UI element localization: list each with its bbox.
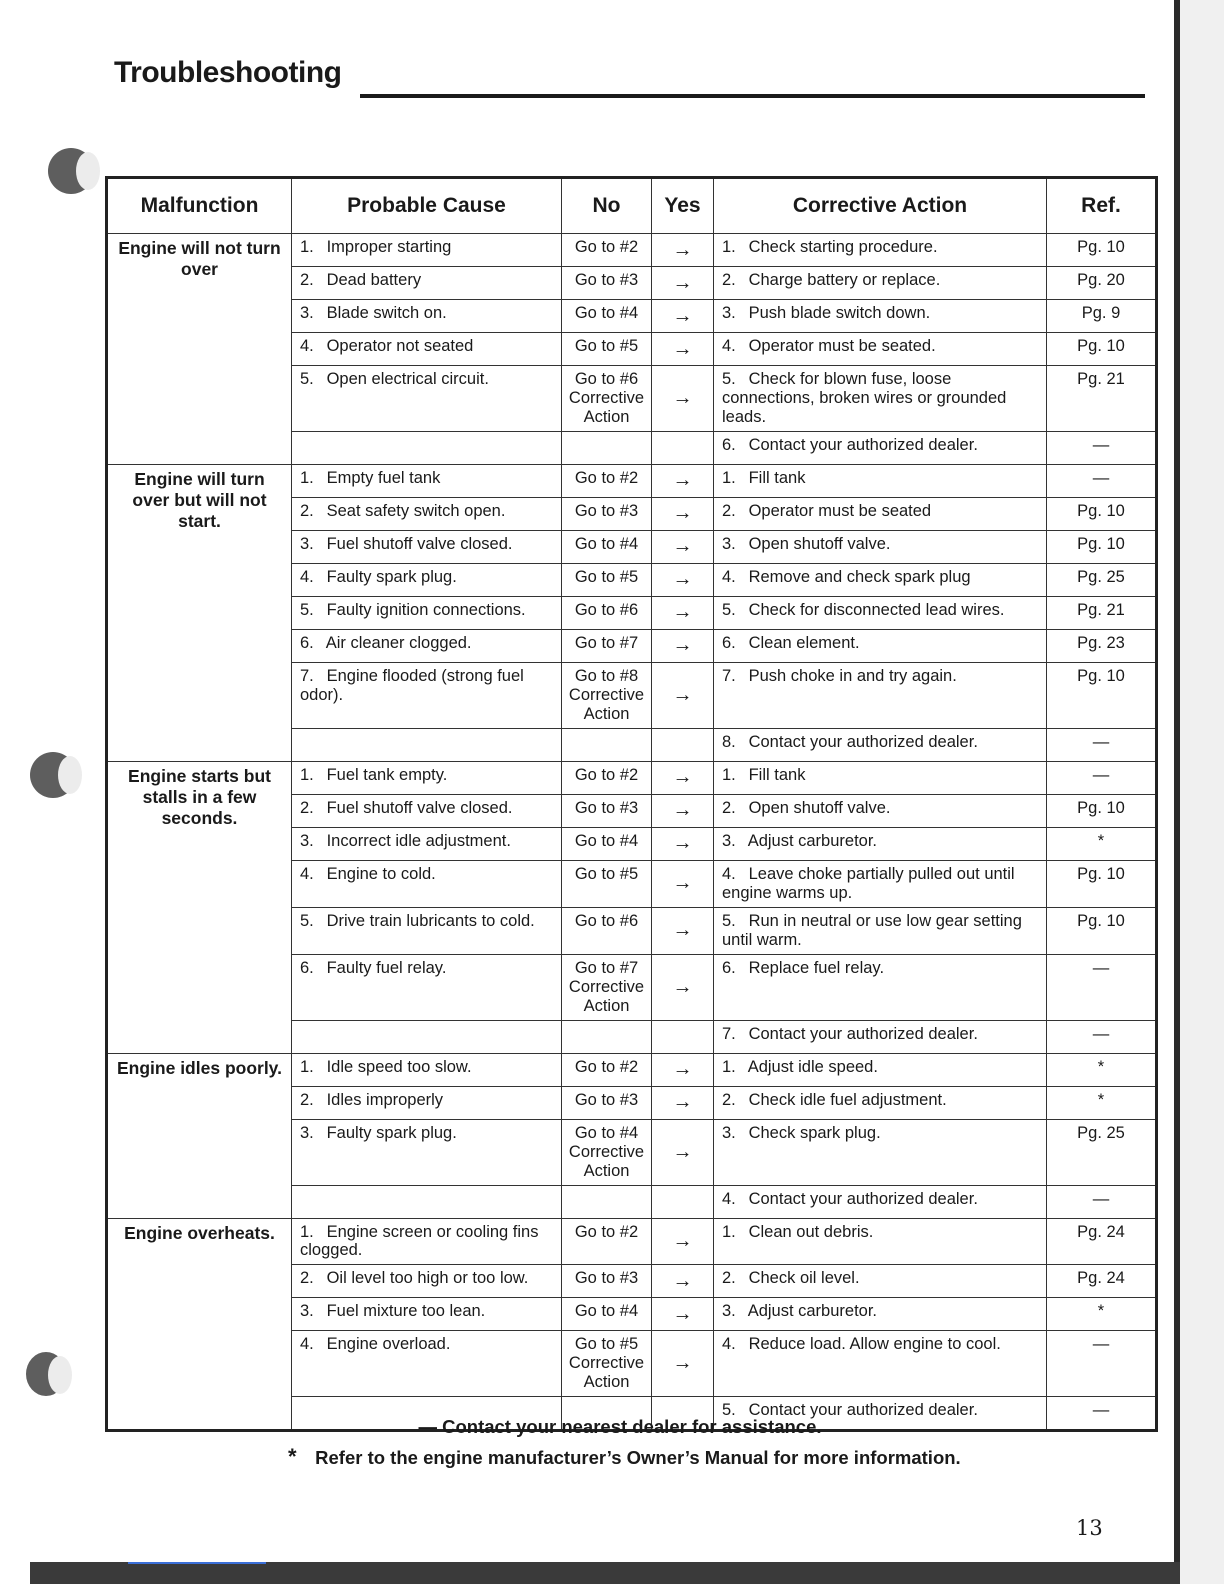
yes-arrow-icon: → xyxy=(652,366,714,432)
reference-cell: — xyxy=(1047,464,1157,497)
probable-cause-cell xyxy=(292,1053,562,1086)
action-number: 3. xyxy=(722,1123,736,1142)
cause-number: 5. xyxy=(300,911,314,930)
yes-arrow-icon: → xyxy=(652,497,714,530)
action-text: Check for blown fuse, loose connections, broken wires or grounded leads. xyxy=(722,370,1007,426)
corrective-action-cell xyxy=(714,1020,1047,1053)
probable-cause-cell xyxy=(292,728,562,761)
cause-text: Blade switch on. xyxy=(326,304,447,322)
action-number: 6. xyxy=(722,958,736,977)
reference-cell: Pg. 21 xyxy=(1047,596,1157,629)
yes-arrow-icon: → xyxy=(652,662,714,728)
action-number: 2. xyxy=(722,798,736,817)
action-number: 3. xyxy=(722,534,736,553)
action-number: 1. xyxy=(722,238,736,256)
action-text: Contact your authorized dealer. xyxy=(748,1189,978,1208)
cause-text: Open electrical circuit. xyxy=(326,370,489,388)
probable-cause-cell xyxy=(292,1218,562,1265)
page-title: Troubleshooting xyxy=(114,56,342,89)
yes-arrow-icon: → xyxy=(652,629,714,662)
action-number: 4. xyxy=(722,1189,736,1208)
footnotes xyxy=(260,1416,980,1470)
no-cell: Go to #4 xyxy=(562,1298,652,1331)
title-underline xyxy=(360,94,1145,98)
action-number: 4. xyxy=(722,1335,736,1354)
action-number: 2. xyxy=(722,1090,736,1109)
cause-text: Empty fuel tank xyxy=(326,468,441,487)
action-text: Check for disconnected lead wires. xyxy=(748,600,1005,619)
action-text: Operator must be seated. xyxy=(748,337,936,355)
probable-cause-cell xyxy=(292,954,562,1020)
probable-cause-cell xyxy=(292,907,562,954)
action-text: Open shutoff valve. xyxy=(748,534,891,553)
probable-cause-cell xyxy=(292,366,562,432)
reference-cell: Pg. 10 xyxy=(1047,530,1157,563)
reference-cell: — xyxy=(1047,1397,1157,1431)
corrective-action-cell xyxy=(714,1218,1047,1265)
binder-hole-bottom xyxy=(26,1352,66,1396)
probable-cause-cell xyxy=(292,431,562,464)
no-cell: Go to #3 xyxy=(562,1265,652,1298)
corrective-action-cell xyxy=(714,662,1047,728)
yes-arrow-icon: → xyxy=(652,267,714,300)
no-cell: Go to #8 Corrective Action xyxy=(562,662,652,728)
table-row xyxy=(107,1053,1157,1086)
reference-cell: Pg. 10 xyxy=(1047,860,1157,907)
action-number: 2. xyxy=(722,501,736,520)
corrective-action-cell xyxy=(714,497,1047,530)
cause-number: 1. xyxy=(300,468,314,487)
cause-number: 2. xyxy=(300,271,314,289)
troubleshooting-table-container xyxy=(105,176,1155,1432)
action-number: 7. xyxy=(722,666,736,685)
yes-arrow-icon: → xyxy=(652,827,714,860)
malfunction-cell: Engine idles poorly. xyxy=(107,1053,292,1218)
action-number: 3. xyxy=(722,831,736,850)
footnote-dash xyxy=(260,1416,980,1438)
action-text: Contact your authorized dealer. xyxy=(748,732,978,751)
probable-cause-cell xyxy=(292,300,562,333)
no-cell: Go to #4 xyxy=(562,300,652,333)
probable-cause-cell xyxy=(292,761,562,794)
action-text: Open shutoff valve. xyxy=(748,798,891,817)
no-cell xyxy=(562,431,652,464)
reference-cell: Pg. 25 xyxy=(1047,563,1157,596)
footnote-star-text: Refer to the engine manufacturer’s Owner’s Manual for more information. xyxy=(315,1447,961,1468)
reference-cell: Pg. 23 xyxy=(1047,629,1157,662)
action-number: 5. xyxy=(722,600,736,619)
probable-cause-cell xyxy=(292,1185,562,1218)
cause-text: Engine flooded (strong fuel odor). xyxy=(300,666,524,704)
cause-text: Fuel shutoff valve closed. xyxy=(326,798,513,817)
cause-text: Seat safety switch open. xyxy=(326,501,506,520)
yes-arrow-icon xyxy=(652,431,714,464)
reference-cell: — xyxy=(1047,1331,1157,1397)
action-text: Clean element. xyxy=(748,633,860,652)
probable-cause-cell xyxy=(292,596,562,629)
corrective-action-cell xyxy=(714,1119,1047,1185)
malfunction-cell: Engine will not turn over xyxy=(107,234,292,465)
yes-arrow-icon: → xyxy=(652,563,714,596)
probable-cause-cell xyxy=(292,860,562,907)
corrective-action-cell xyxy=(714,333,1047,366)
cause-text: Incorrect idle adjustment. xyxy=(326,831,511,850)
action-text: Check idle fuel adjustment. xyxy=(748,1090,947,1109)
cause-number: 5. xyxy=(300,370,314,388)
no-cell: Go to #2 xyxy=(562,464,652,497)
corrective-action-cell xyxy=(714,761,1047,794)
cause-text: Engine to cold. xyxy=(326,864,436,883)
probable-cause-cell xyxy=(292,794,562,827)
yes-arrow-icon: → xyxy=(652,1265,714,1298)
no-cell: Go to #5 xyxy=(562,333,652,366)
cause-number: 3. xyxy=(300,1123,314,1142)
action-text: Check starting procedure. xyxy=(748,238,938,256)
yes-arrow-icon: → xyxy=(652,234,714,267)
probable-cause-cell xyxy=(292,827,562,860)
yes-arrow-icon: → xyxy=(652,333,714,366)
no-cell: Go to #6 xyxy=(562,907,652,954)
corrective-action-cell xyxy=(714,860,1047,907)
no-cell: Go to #7 Corrective Action xyxy=(562,954,652,1020)
action-number: 8. xyxy=(722,732,736,751)
yes-arrow-icon: → xyxy=(652,954,714,1020)
no-cell: Go to #2 xyxy=(562,1218,652,1265)
corrective-action-cell xyxy=(714,827,1047,860)
corrective-action-cell xyxy=(714,1185,1047,1218)
action-text: Operator must be seated xyxy=(748,501,932,520)
header-malfunction: Malfunction xyxy=(107,178,292,234)
corrective-action-cell xyxy=(714,907,1047,954)
corrective-action-cell xyxy=(714,1086,1047,1119)
troubleshooting-table xyxy=(105,176,1158,1432)
action-text: Adjust carburetor. xyxy=(747,1302,878,1321)
probable-cause-cell xyxy=(292,530,562,563)
action-text: Push choke in and try again. xyxy=(748,666,957,685)
corrective-action-cell xyxy=(714,794,1047,827)
reference-cell: — xyxy=(1047,431,1157,464)
corrective-action-cell xyxy=(714,1265,1047,1298)
action-number: 1. xyxy=(722,468,736,487)
corrective-action-cell xyxy=(714,1053,1047,1086)
cause-number: 7. xyxy=(300,666,314,685)
corrective-action-cell xyxy=(714,954,1047,1020)
reference-cell: Pg. 10 xyxy=(1047,333,1157,366)
table-body xyxy=(107,234,1157,1431)
corrective-action-cell xyxy=(714,300,1047,333)
corrective-action-cell xyxy=(714,267,1047,300)
action-text: Remove and check spark plug xyxy=(748,567,971,586)
cause-number: 3. xyxy=(300,534,314,553)
header-probable-cause: Probable Cause xyxy=(292,178,562,234)
cause-text: Idles improperly xyxy=(326,1090,444,1109)
yes-arrow-icon: → xyxy=(652,1331,714,1397)
cause-text: Fuel shutoff valve closed. xyxy=(326,534,513,553)
yes-arrow-icon: → xyxy=(652,860,714,907)
action-number: 4. xyxy=(722,567,736,586)
no-cell: Go to #5 Corrective Action xyxy=(562,1331,652,1397)
action-number: 3. xyxy=(722,1302,736,1321)
probable-cause-cell xyxy=(292,234,562,267)
yes-arrow-icon: → xyxy=(652,1086,714,1119)
reference-cell: * xyxy=(1047,1298,1157,1331)
action-text: Leave choke partially pulled out until engine warms up. xyxy=(722,864,1015,902)
action-number: 6. xyxy=(722,633,736,652)
cause-number: 3. xyxy=(300,1302,314,1321)
cause-text: Engine screen or cooling fins clogged. xyxy=(300,1222,539,1260)
action-number: 6. xyxy=(722,435,736,454)
binder-hole-middle xyxy=(30,752,76,798)
action-number: 1. xyxy=(722,1057,736,1076)
reference-cell: — xyxy=(1047,761,1157,794)
cause-number: 1. xyxy=(300,1057,314,1076)
probable-cause-cell xyxy=(292,662,562,728)
malfunction-cell: Engine starts but stalls in a few seconds. xyxy=(107,761,292,1053)
cause-text: Fuel tank empty. xyxy=(326,765,448,784)
action-text: Check oil level. xyxy=(748,1269,860,1288)
corrective-action-cell xyxy=(714,431,1047,464)
reference-cell: — xyxy=(1047,954,1157,1020)
probable-cause-cell xyxy=(292,1265,562,1298)
header-corrective-action: Corrective Action xyxy=(714,178,1047,234)
no-cell: Go to #4 Corrective Action xyxy=(562,1119,652,1185)
no-cell xyxy=(562,1185,652,1218)
cause-text: Drive train lubricants to cold. xyxy=(326,911,535,930)
footnote-dash-symbol: — xyxy=(418,1416,437,1437)
cause-number: 6. xyxy=(300,633,314,652)
cause-number: 2. xyxy=(300,1090,314,1109)
page-number: 13 xyxy=(1076,1516,1103,1540)
cause-text: Air cleaner clogged. xyxy=(325,633,472,652)
yes-arrow-icon: → xyxy=(652,464,714,497)
reference-cell: Pg. 10 xyxy=(1047,662,1157,728)
no-cell: Go to #6 xyxy=(562,596,652,629)
corrective-action-cell xyxy=(714,1298,1047,1331)
action-text: Adjust idle speed. xyxy=(747,1057,878,1076)
reference-cell: Pg. 24 xyxy=(1047,1265,1157,1298)
reference-cell: * xyxy=(1047,1053,1157,1086)
probable-cause-cell xyxy=(292,1086,562,1119)
footnote-star-symbol: * xyxy=(288,1444,297,1469)
corrective-action-cell xyxy=(714,530,1047,563)
cause-number: 4. xyxy=(300,567,314,586)
no-cell xyxy=(562,728,652,761)
reference-cell: Pg. 21 xyxy=(1047,366,1157,432)
reference-cell: Pg. 10 xyxy=(1047,234,1157,267)
cause-number: 3. xyxy=(300,304,314,322)
action-text: Charge battery or replace. xyxy=(748,271,941,289)
cause-number: 6. xyxy=(300,958,314,977)
cause-number: 1. xyxy=(300,238,314,256)
malfunction-cell: Engine overheats. xyxy=(107,1218,292,1431)
footnote-dash-text: Contact your nearest dealer for assistance. xyxy=(442,1416,822,1437)
reference-cell: * xyxy=(1047,1086,1157,1119)
action-text: Reduce load. Allow engine to cool. xyxy=(748,1335,1001,1354)
corrective-action-cell xyxy=(714,464,1047,497)
reference-cell: Pg. 20 xyxy=(1047,267,1157,300)
table-row xyxy=(107,234,1157,267)
cause-number: 2. xyxy=(300,798,314,817)
action-text: Check spark plug. xyxy=(748,1123,881,1142)
action-number: 1. xyxy=(722,1222,736,1241)
yes-arrow-icon xyxy=(652,728,714,761)
no-cell: Go to #2 xyxy=(562,234,652,267)
reference-cell: Pg. 24 xyxy=(1047,1218,1157,1265)
cause-text: Engine overload. xyxy=(326,1335,451,1354)
yes-arrow-icon: → xyxy=(652,761,714,794)
probable-cause-cell xyxy=(292,629,562,662)
action-text: Run in neutral or use low gear setting until warm. xyxy=(722,911,1022,949)
page-bottom-shadow xyxy=(30,1562,1180,1584)
reference-cell: — xyxy=(1047,1185,1157,1218)
cause-text: Oil level too high or too low. xyxy=(326,1269,529,1288)
no-cell: Go to #7 xyxy=(562,629,652,662)
action-text: Replace fuel relay. xyxy=(748,958,885,977)
header-no: No xyxy=(562,178,652,234)
action-text: Contact your authorized dealer. xyxy=(748,1401,978,1420)
yes-arrow-icon: → xyxy=(652,1298,714,1331)
action-number: 1. xyxy=(722,765,736,784)
yes-arrow-icon: → xyxy=(652,1053,714,1086)
probable-cause-cell xyxy=(292,563,562,596)
table-row xyxy=(107,464,1157,497)
action-text: Push blade switch down. xyxy=(748,304,931,322)
no-cell: Go to #3 xyxy=(562,1086,652,1119)
no-cell: Go to #3 xyxy=(562,794,652,827)
corrective-action-cell xyxy=(714,234,1047,267)
probable-cause-cell xyxy=(292,333,562,366)
no-cell: Go to #5 xyxy=(562,860,652,907)
cause-number: 3. xyxy=(300,831,314,850)
page-binding-shadow xyxy=(1174,0,1180,1584)
cause-number: 1. xyxy=(300,765,314,784)
no-cell: Go to #4 xyxy=(562,530,652,563)
probable-cause-cell xyxy=(292,1119,562,1185)
reference-cell: Pg. 9 xyxy=(1047,300,1157,333)
no-cell: Go to #2 xyxy=(562,761,652,794)
probable-cause-cell xyxy=(292,1331,562,1397)
action-number: 7. xyxy=(722,1024,736,1043)
cause-number: 2. xyxy=(300,501,314,520)
cause-text: Fuel mixture too lean. xyxy=(326,1302,486,1321)
no-cell xyxy=(562,1020,652,1053)
cause-number: 4. xyxy=(300,864,314,883)
table-row xyxy=(107,761,1157,794)
action-number: 4. xyxy=(722,864,736,883)
corrective-action-cell xyxy=(714,596,1047,629)
action-number: 4. xyxy=(722,337,736,355)
corrective-action-cell xyxy=(714,629,1047,662)
reference-cell: * xyxy=(1047,827,1157,860)
cause-text: Faulty fuel relay. xyxy=(326,958,447,977)
no-cell: Go to #6 Corrective Action xyxy=(562,366,652,432)
cause-text: Faulty spark plug. xyxy=(326,567,457,586)
no-cell: Go to #4 xyxy=(562,827,652,860)
corrective-action-cell xyxy=(714,366,1047,432)
cause-number: 2. xyxy=(300,1269,314,1288)
cause-text: Faulty spark plug. xyxy=(326,1123,457,1142)
binder-hole-top xyxy=(48,148,94,194)
cause-text: Idle speed too slow. xyxy=(326,1057,472,1076)
probable-cause-cell xyxy=(292,1020,562,1053)
table-header-row xyxy=(107,178,1157,234)
probable-cause-cell xyxy=(292,267,562,300)
scan-artifact-line xyxy=(128,1562,266,1564)
malfunction-cell: Engine will turn over but will not start. xyxy=(107,464,292,761)
cause-number: 4. xyxy=(300,1335,314,1354)
cause-text: Improper starting xyxy=(326,238,452,256)
cause-text: Operator not seated xyxy=(326,337,474,355)
table-row xyxy=(107,1218,1157,1265)
corrective-action-cell xyxy=(714,563,1047,596)
no-cell: Go to #3 xyxy=(562,267,652,300)
yes-arrow-icon xyxy=(652,1185,714,1218)
reference-cell: — xyxy=(1047,1020,1157,1053)
action-number: 5. xyxy=(722,370,736,388)
probable-cause-cell xyxy=(292,1298,562,1331)
reference-cell: Pg. 25 xyxy=(1047,1119,1157,1185)
yes-arrow-icon xyxy=(652,1020,714,1053)
yes-arrow-icon: → xyxy=(652,530,714,563)
header-ref: Ref. xyxy=(1047,178,1157,234)
reference-cell: — xyxy=(1047,728,1157,761)
action-text: Adjust carburetor. xyxy=(747,831,878,850)
cause-number: 4. xyxy=(300,337,314,355)
yes-arrow-icon: → xyxy=(652,596,714,629)
action-number: 2. xyxy=(722,1269,736,1288)
corrective-action-cell xyxy=(714,1331,1047,1397)
action-text: Fill tank xyxy=(748,765,806,784)
probable-cause-cell xyxy=(292,464,562,497)
action-text: Fill tank xyxy=(748,468,806,487)
yes-arrow-icon: → xyxy=(652,907,714,954)
header-yes: Yes xyxy=(652,178,714,234)
cause-text: Dead battery xyxy=(326,271,422,289)
action-number: 5. xyxy=(722,911,736,930)
yes-arrow-icon: → xyxy=(652,1218,714,1265)
no-cell: Go to #3 xyxy=(562,497,652,530)
cause-number: 5. xyxy=(300,600,314,619)
action-text: Contact your authorized dealer. xyxy=(748,435,978,454)
cause-number: 1. xyxy=(300,1222,314,1241)
no-cell: Go to #2 xyxy=(562,1053,652,1086)
yes-arrow-icon: → xyxy=(652,1119,714,1185)
yes-arrow-icon: → xyxy=(652,794,714,827)
page-right-edge xyxy=(1178,0,1224,1584)
action-number: 2. xyxy=(722,271,736,289)
probable-cause-cell xyxy=(292,497,562,530)
action-text: Contact your authorized dealer. xyxy=(748,1024,978,1043)
action-number: 5. xyxy=(722,1401,736,1420)
action-text: Clean out debris. xyxy=(748,1222,874,1241)
reference-cell: Pg. 10 xyxy=(1047,794,1157,827)
cause-text: Faulty ignition connections. xyxy=(326,600,526,619)
corrective-action-cell xyxy=(714,728,1047,761)
footnote-star xyxy=(260,1444,980,1470)
no-cell: Go to #5 xyxy=(562,563,652,596)
reference-cell: Pg. 10 xyxy=(1047,497,1157,530)
reference-cell: Pg. 10 xyxy=(1047,907,1157,954)
action-number: 3. xyxy=(722,304,736,322)
yes-arrow-icon: → xyxy=(652,300,714,333)
